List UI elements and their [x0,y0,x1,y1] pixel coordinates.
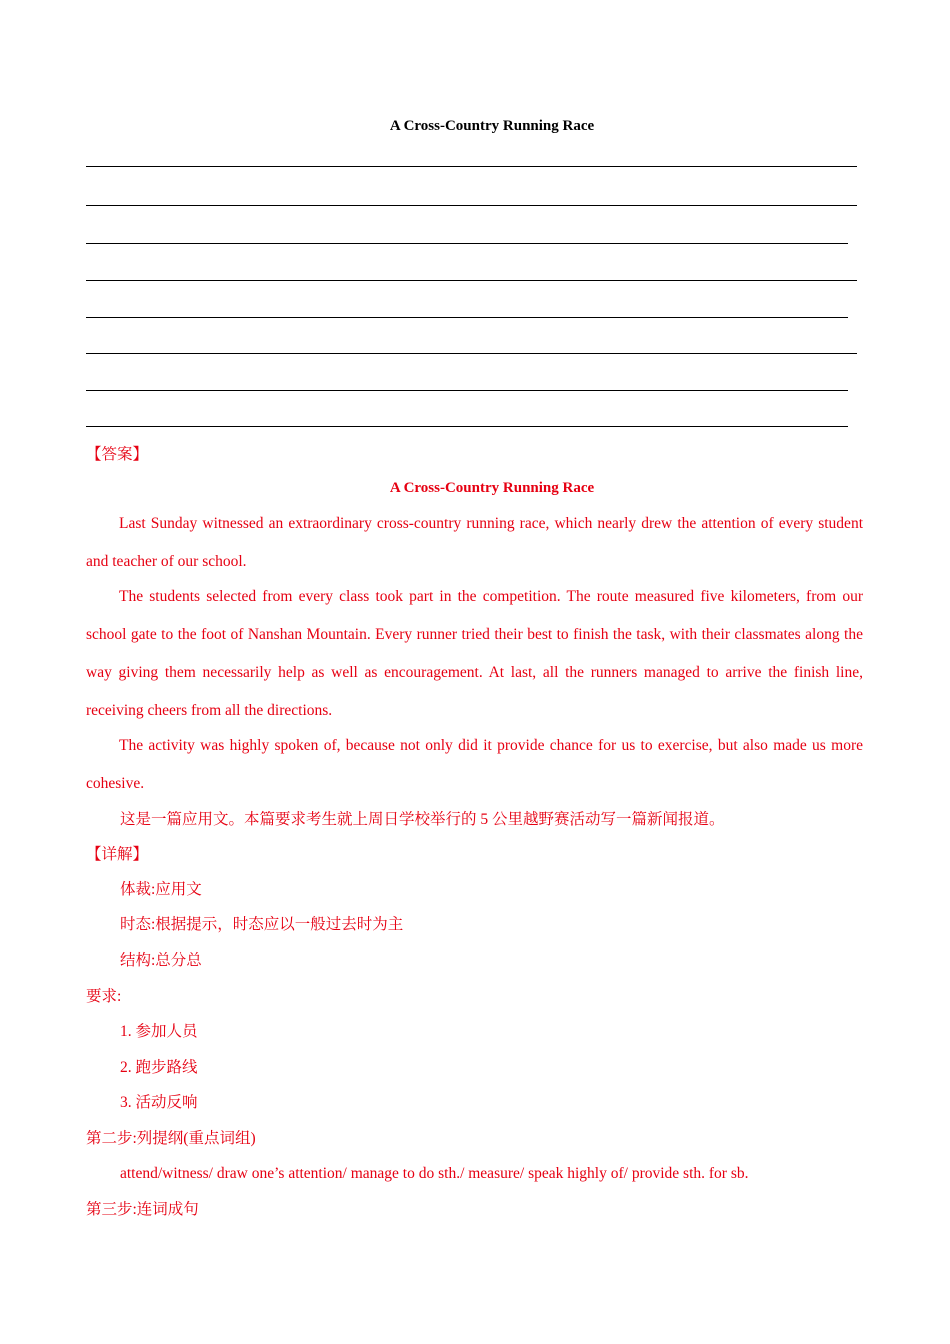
analysis-tense: 时态:根据提示，时态应以一般过去时为主 [120,916,404,933]
answer-title: A Cross-Country Running Race [389,480,595,496]
writing-line [86,243,848,244]
writing-line [86,166,857,167]
requirement-item: 2. 跑步路线 [120,1059,198,1076]
step3-label: 第三步:连词成句 [86,1201,199,1218]
writing-line [86,280,857,281]
answer-paragraph-1: Last Sunday witnessed an extraordinary cross-country running race, which nearly drew the attention of every student and teacher of our school. [86,515,863,570]
writing-line [86,426,848,427]
answer-paragraph-2: The students selected from every class took part in the competition. The route measured five kilometers, from our school gate to the foot of Nanshan Mountain. Every runner tried their best to finish the task, with their classmates along the way giving them necessarily help as well as encouragement. At last, all the runners managed to arrive the finish line, receiving cheers from all the directions. [86,588,863,719]
analysis-genre: 体裁:应用文 [120,881,202,898]
answer-heading: 【答案】 [86,446,149,463]
question-title: A Cross-Country Running Race [389,118,595,134]
requirement-item: 1. 参加人员 [120,1023,198,1040]
requirement-item: 3. 活动反响 [120,1094,198,1111]
step2-label: 第二步:列提纲(重点词组) [86,1130,256,1147]
writing-line [86,353,857,354]
answer-summary: 这是一篇应用文。本篇要求考生就上周日学校举行的 5 公里越野赛活动写一篇新闻报道。 [120,811,725,828]
writing-line [86,205,857,206]
analysis-heading: 【详解】 [86,846,149,863]
requirements-label: 要求: [86,988,122,1005]
writing-line [86,390,848,391]
answer-paragraph-3: The activity was highly spoken of, because not only did it provide chance for us to exercise, but also made us more cohesive. [86,737,863,792]
analysis-structure: 结构:总分总 [120,952,202,969]
step2-content: attend/witness/ draw one’s attention/ manage to do sth./ measure/ speak highly of/ provide sth. for sb. [120,1165,749,1182]
writing-line [86,317,848,318]
